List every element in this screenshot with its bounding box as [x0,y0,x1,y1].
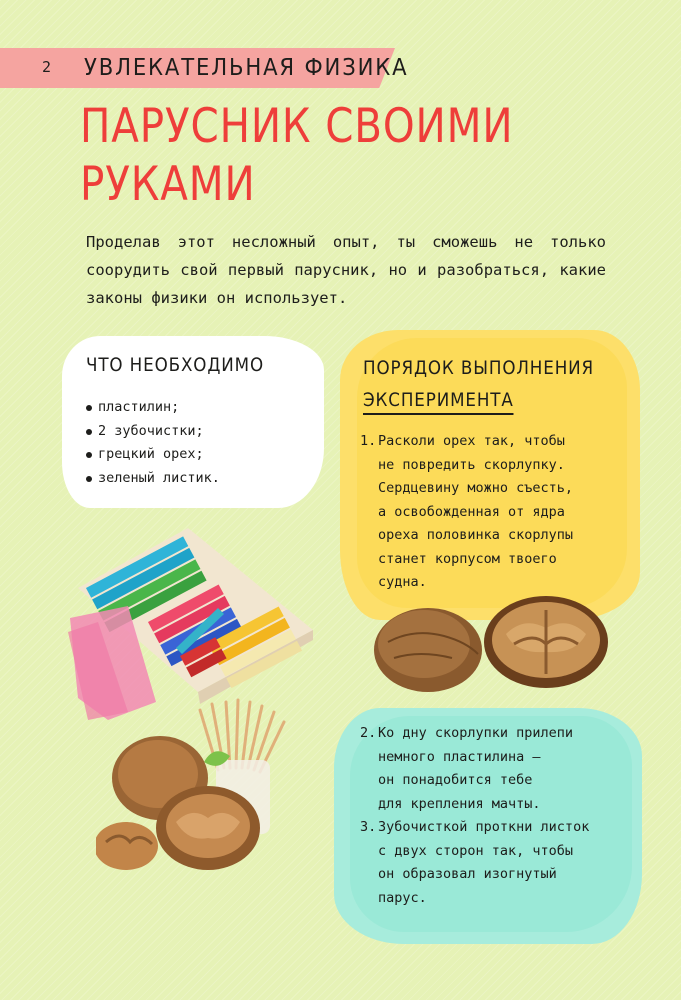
intro-paragraph: Проделав этот несложный опыт, ты сможешь не только соорудить свой первый парусник, но и разобраться, какие законы физики он использует. [86,233,606,307]
needed-item: пластилин; [86,396,220,420]
page-title-line-1: ПАРУСНИК СВОИМИ [80,99,514,154]
page-title-line-2: РУКАМИ [80,157,256,212]
steps-list-first [360,430,620,595]
step-number: 1. [360,433,377,449]
step-number: 2. [360,725,377,741]
steps-list-second [360,722,630,910]
step-text: Ко дну скорлупки прилепи немного пластилина — он понадобится тебе для крепления мачты. [378,725,574,812]
bullet-icon [86,476,92,482]
bullet-icon [86,429,92,435]
step-text: Расколи орех так, чтобы не повредить скорлупку. Сердцевину можно съесть, а освобожденная от ядра ореха половинка скорлупы станет корпусом твоего судна. [378,433,574,590]
bullet-icon [86,452,92,458]
walnuts-and-toothpicks-illustration [96,698,306,884]
needed-item: зеленый листик. [86,467,220,491]
order-heading: ПОРЯДОК ВЫПОЛНЕНИЯ ЭКСПЕРИМЕНТА [363,352,601,416]
plasticine-box-illustration [68,522,320,720]
step-item [360,430,620,595]
page-number: 2 [42,58,52,76]
step-number: 3. [360,819,377,835]
needed-heading: ЧТО НЕОБХОДИМО [86,354,265,376]
step-text: Зубочисткой проткни листок с двух сторон так, чтобы он образовал изогнутый парус. [378,819,590,906]
walnuts-illustration [374,594,610,698]
needed-item: грецкий орех; [86,443,220,467]
page-title [80,98,562,214]
needed-list [86,396,220,490]
needed-item: 2 зубочистки; [86,420,220,444]
section-title: УВЛЕКАТЕЛЬНАЯ ФИЗИКА [84,55,409,81]
step-item [360,816,630,910]
bullet-icon [86,405,92,411]
step-item [360,722,630,816]
